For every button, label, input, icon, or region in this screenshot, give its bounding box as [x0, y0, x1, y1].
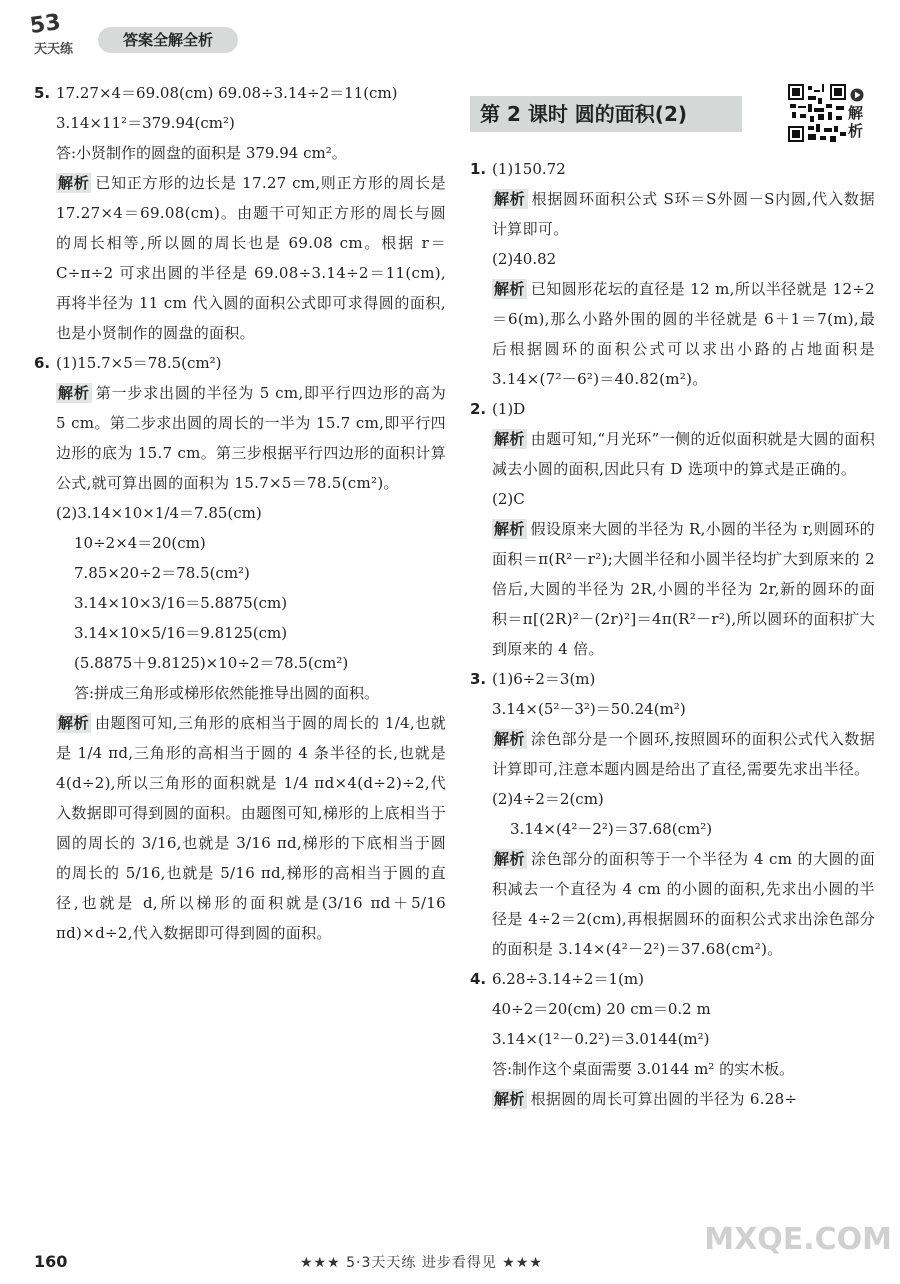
line-text: 7.85×20÷2＝78.5(cm²) [74, 564, 250, 582]
footer-slogan: ★★★ 5·3天天练 进步看得见 ★★★ [300, 1255, 543, 1271]
lesson-title: 第 2 课时 圆的面积(2) [470, 96, 742, 132]
line-text: 10÷2×4＝20(cm) [74, 534, 206, 552]
answer-line [470, 994, 875, 1024]
analysis-tag: 解析 [58, 174, 90, 192]
line-text: 答:小贤制作的圆盘的面积是 379.94 cm²。 [56, 144, 347, 162]
line-text: (1)D [492, 400, 526, 418]
answer-line [470, 484, 875, 514]
analysis-tag: 解析 [494, 520, 525, 538]
line-text: 3.14×(1²－0.2²)＝3.0144(m²) [492, 1030, 710, 1048]
line-text: 假设原来大圆的半径为 R,小圆的半径为 r,则圆环的面积＝π(R²－r²);大圆半径和小圆半径均扩大到原来的 2 倍后,大圆的半径为 2R,小圆的半径为 2r,新的圆环的面积＝π[(2R)²－(2r)²]＝4π(R²－r²),所以圆环的面积扩大到原来的 4 倍。 [492, 520, 875, 658]
analysis-tag: 解析 [494, 850, 526, 868]
line-text: 由题图可知,三角形的底相当于圆的周长的 1/4,也就是 1/4 πd,三角形的高相当于圆的 4 条半径的长,也就是 4(d÷2),所以三角形的面积就是 1/4 πd×4(d÷2)÷2,代入数据即可得到圆的面积。由题图可知,梯形的上底相当于圆的周长的 3/16,也就是 3/16 πd,梯形的下底相当于圆的周长的 5/16,也就是 5/16 πd,梯形的高相当于圆的直径,也就是 d,所以梯形的面积就是(3/16 πd＋5/16 πd)×d÷2,代入数据即可得到圆的面积。 [56, 714, 446, 942]
answer-line [34, 528, 446, 558]
answer-line [34, 78, 446, 108]
analysis-paragraph [470, 1084, 875, 1114]
answer-line [34, 108, 446, 138]
analysis-tag: 解析 [494, 430, 525, 448]
analysis-paragraph [470, 724, 875, 784]
answer-line [34, 618, 446, 648]
line-text: (2)C [492, 490, 525, 508]
analysis-tag: 解析 [494, 730, 525, 748]
qr-code-icon[interactable] [788, 84, 846, 142]
answer-line [470, 394, 875, 424]
line-text: 根据圆环面积公式 S环＝S外圆－S内圆,代入数据计算即可。 [492, 190, 875, 238]
answer-line [470, 664, 875, 694]
qr-label: 解析 [848, 104, 864, 140]
answer-line [470, 244, 875, 274]
analysis-paragraph [470, 184, 875, 244]
answer-line [470, 1024, 875, 1054]
brand-logo-sub: 天天练 [34, 42, 74, 57]
line-text: (1)15.7×5＝78.5(cm²) [56, 354, 222, 372]
line-text: (2)4÷2＝2(cm) [492, 790, 604, 808]
line-text: (1)150.72 [492, 160, 566, 178]
answer-line [470, 814, 875, 844]
question-number: 1. [470, 160, 487, 178]
line-text: 3.14×10×5/16＝9.8125(cm) [74, 624, 288, 642]
page-number: 160 [34, 1252, 68, 1271]
left-column [34, 78, 446, 948]
analysis-tag: 解析 [494, 280, 525, 298]
line-text: 答:制作这个桌面需要 3.0144 m² 的实木板。 [492, 1060, 795, 1078]
line-text: 3.14×11²＝379.94(cm²) [56, 114, 235, 132]
line-text: 根据圆的周长可算出圆的半径为 6.28÷ [530, 1090, 798, 1108]
line-text: (5.8875＋9.8125)×10÷2＝78.5(cm²) [74, 654, 349, 672]
brand-logo: 53 [28, 9, 63, 40]
line-text: (2)40.82 [492, 250, 557, 268]
analysis-paragraph [470, 274, 875, 394]
question-number: 5. [34, 84, 51, 102]
watermark: MXQE.COM [704, 1222, 892, 1257]
line-text: 已知圆形花坛的直径是 12 m,所以半径就是 12÷2＝6(m),那么小路外围的圆的半径就是 6＋1＝7(m),最后根据圆环的面积公式可以求出小路的占地面积是 3.14×(7²－6²)＝40.82(m²)。 [492, 280, 875, 388]
answer-line [34, 498, 446, 528]
line-text: 由题可知,“月光环”一侧的近似面积就是大圆的面积减去小圆的面积,因此只有 D 选项中的算式是正确的。 [492, 430, 875, 478]
line-text: 涂色部分是一个圆环,按照圆环的面积公式代入数据计算即可,注意本题内圆是给出了直径,需要先求出半径。 [492, 730, 875, 778]
answer-line [470, 1054, 875, 1084]
analysis-tag: 解析 [58, 714, 90, 732]
question-number: 2. [470, 400, 487, 418]
answer-line [34, 588, 446, 618]
line-text: (1)6÷2＝3(m) [492, 670, 596, 688]
header-tab: 答案全解全析 [98, 27, 238, 53]
answer-line [470, 964, 875, 994]
line-text: 涂色部分的面积等于一个半径为 4 cm 的大圆的面积减去一个直径为 4 cm 的小圆的面积,先求出小圆的半径是 4÷2＝2(cm),再根据圆环的面积公式求出涂色部分的面积是 3.14×(4²－2²)＝37.68(cm²)。 [492, 850, 875, 958]
right-column [470, 154, 875, 1114]
line-text: 3.14×(4²－2²)＝37.68(cm²) [510, 820, 713, 838]
answer-line [470, 154, 875, 184]
analysis-paragraph [34, 378, 446, 498]
answer-line [470, 694, 875, 724]
analysis-paragraph [470, 514, 875, 664]
analysis-paragraph [470, 424, 875, 484]
line-text: 已知正方形的边长是 17.27 cm,则正方形的周长是 17.27×4＝69.08(cm)。由题干可知正方形的周长与圆的周长相等,所以圆的周长也是 69.08 cm。根据 r＝C÷π÷2 可求出圆的半径是 69.08÷3.14÷2＝11(cm),再将半径为 11 cm 代入圆的面积公式即可求得圆的面积,也是小贤制作的圆盘的面积。 [56, 174, 446, 342]
line-text: 3.14×(5²－3²)＝50.24(m²) [492, 700, 686, 718]
answer-line [34, 348, 446, 378]
line-text: 6.28÷3.14÷2＝1(m) [492, 970, 644, 988]
line-text: (2)3.14×10×1/4＝7.85(cm) [56, 504, 262, 522]
analysis-tag: 解析 [494, 190, 526, 208]
page-header [0, 0, 900, 70]
question-number: 6. [34, 354, 51, 372]
answer-line [34, 678, 446, 708]
analysis-tag: 解析 [58, 384, 90, 402]
analysis-paragraph [470, 844, 875, 964]
line-text: 40÷2＝20(cm) 20 cm＝0.2 m [492, 1000, 711, 1018]
line-text: 3.14×10×3/16＝5.8875(cm) [74, 594, 288, 612]
line-text: 答:拼成三角形或梯形依然能推导出圆的面积。 [74, 684, 380, 702]
question-number: 4. [470, 970, 487, 988]
analysis-tag: 解析 [494, 1090, 525, 1108]
play-arrow-icon [850, 88, 864, 102]
answer-line [470, 784, 875, 814]
line-text: 17.27×4＝69.08(cm) 69.08÷3.14÷2＝11(cm) [56, 84, 398, 102]
analysis-paragraph [34, 708, 446, 948]
answer-line [34, 138, 446, 168]
answer-line [34, 648, 446, 678]
answer-line [34, 558, 446, 588]
question-number: 3. [470, 670, 487, 688]
analysis-paragraph [34, 168, 446, 348]
line-text: 第一步求出圆的半径为 5 cm,即平行四边形的高为 5 cm。第二步求出圆的周长的一半为 15.7 cm,即平行四边形的底为 15.7 cm。第三步根据平行四边形的面积计算公式,就可算出圆的面积为 15.7×5＝78.5(cm²)。 [56, 384, 446, 492]
